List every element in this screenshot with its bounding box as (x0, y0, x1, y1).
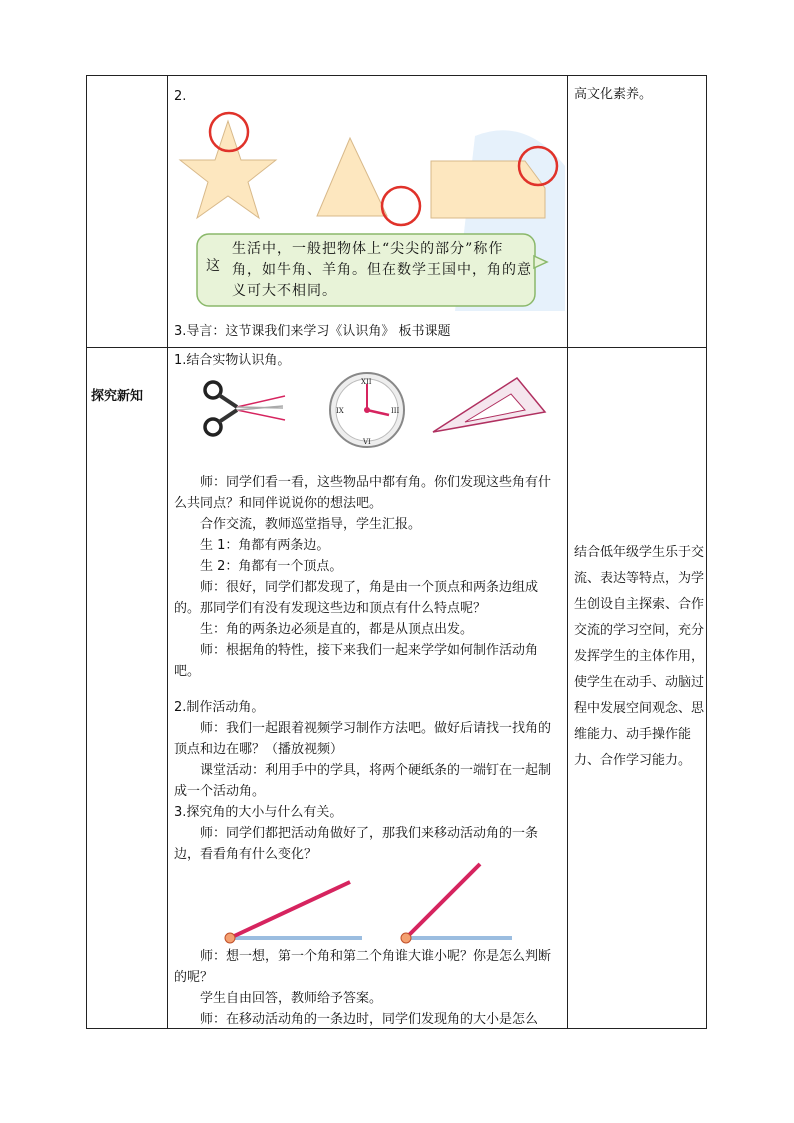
angle-small (225, 882, 362, 943)
speech-bubble-text: 生活中，一般把物体上“尖尖的部分”称作角，如牛角、羊角。但在数学王国中，角的意义可大不相同。 (232, 241, 532, 299)
triangle-shape (317, 138, 387, 216)
svg-text:III: III (391, 407, 400, 415)
para: 师：很好，同学们都发现了，角是由一个顶点和两条边组成的。那同学们有没有发现这些边和顶点有什么特点呢？ (174, 580, 539, 616)
row1-note: 高文化素养。 (574, 87, 653, 102)
highlight-circle-triangle (382, 187, 420, 225)
svg-text:VI: VI (363, 438, 371, 446)
para: 师：在移动活动角的一条边时，同学们发现角的大小是怎么 (200, 1012, 539, 1027)
set-square-icon (433, 378, 545, 432)
svg-text:XII: XII (361, 378, 372, 386)
part3-title: 3.探究角的大小与什么有关。 (174, 805, 343, 820)
intro-line: 3.导言：这节课我们来学习《认识角》 板书课题 (174, 324, 451, 339)
quad-shape (431, 161, 545, 218)
para: 师：根据角的特性，接下来我们一起来学学如何制作活动角吧。 (174, 643, 539, 679)
para: 师：同学们都把活动角做好了，那我们来移动活动角的一条边，看看角有什么变化？ (174, 826, 539, 862)
part2-body (174, 697, 562, 865)
part1-body (174, 472, 562, 682)
para: 师：想一想，第一个角和第二个角谁大谁小呢？你是怎么判断的呢？ (174, 949, 552, 985)
svg-text:IX: IX (336, 407, 344, 415)
para: 学生自由回答，教师给予答案。 (200, 991, 383, 1006)
para: 生：角的两条边必须是直的，都是从顶点出发。 (200, 622, 474, 637)
row2-note: 结合低年级学生乐于交流、表达等特点，为学生创设自主探索、合作交流的学习空间，充分发挥学生的主体作用，使学生在动手、动脑过程中发展空间观念、思维能力、动手操作能力、合作学习能力。 (574, 545, 705, 768)
part1-title: 1.结合实物认识角。 (174, 353, 291, 368)
para: 师：我们一起跟着视频学习制作方法吧。做好后请找一找角的顶点和边在哪？（播放视频） (174, 721, 552, 757)
para: 课堂活动：利用手中的学具，将两个硬纸条的一端钉在一起制成一个活动角。 (174, 763, 552, 799)
star-shape (180, 121, 276, 218)
para: 合作交流，教师巡堂指导，学生汇报。 (200, 517, 422, 532)
para: 生 2：角都有一个顶点。 (200, 559, 343, 574)
clock-icon (330, 373, 404, 447)
angle-large (401, 864, 512, 943)
item-number: 2. (174, 89, 187, 104)
para: 生 1：角都有两条边。 (200, 538, 330, 553)
speech-side-char: 这 (206, 258, 220, 274)
part3-body (174, 946, 562, 1030)
angles-illustration (220, 860, 520, 948)
part2-title: 2.制作活动角。 (174, 700, 265, 715)
scissors-icon (205, 382, 285, 435)
section-label: 探究新知 (91, 389, 144, 404)
objects-illustration (175, 370, 560, 450)
para: 师：同学们看一看，这些物品中都有角。你们发现这些角有什么共同点？和同伴说说你的想法吧。 (174, 475, 552, 511)
